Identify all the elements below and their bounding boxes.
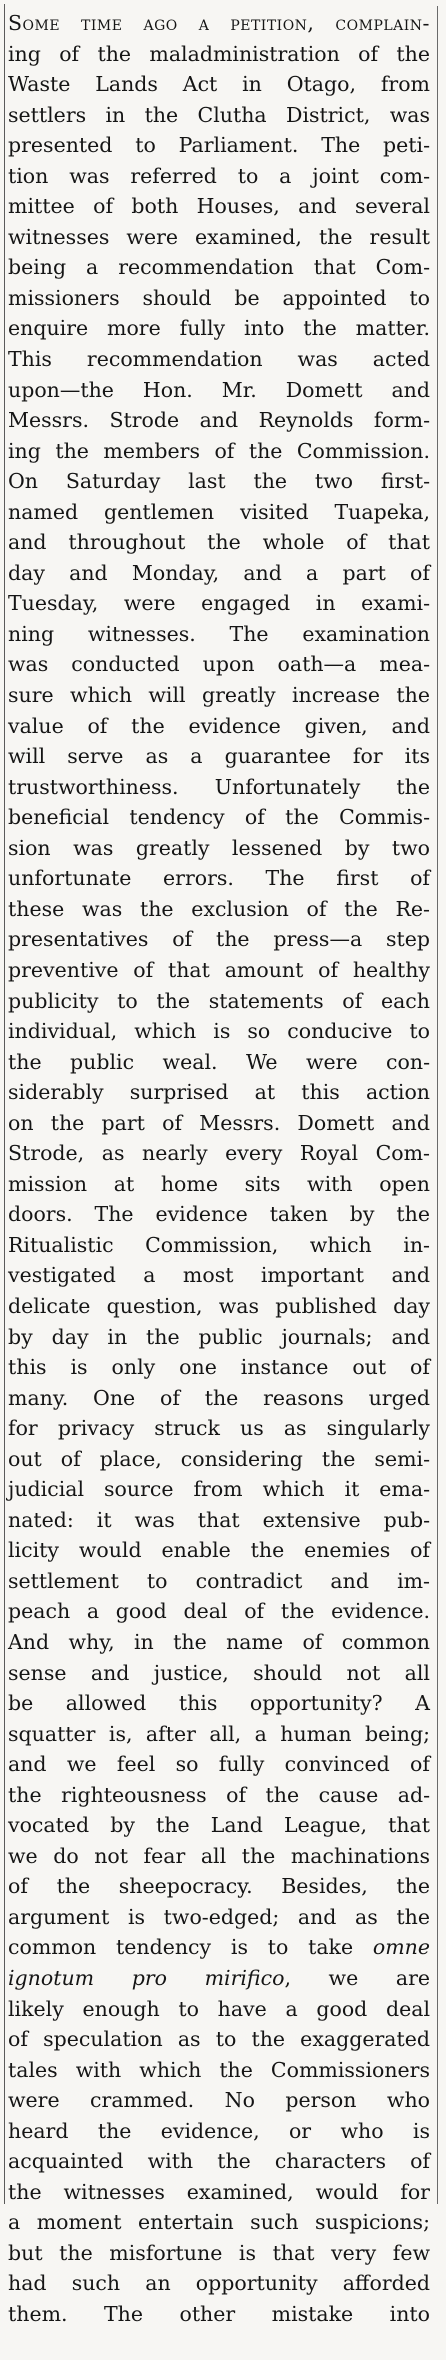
article-line: argument is two-edged; and as the	[8, 1904, 430, 1929]
article-line: acquainted with the characters of	[8, 2149, 430, 2174]
article-line: delicate question, was published day	[8, 1293, 430, 1318]
article-line: mission at home sits with open	[8, 1171, 430, 1196]
article-line: these was the exclusion of the Re-	[8, 896, 430, 921]
article-line: sion was greatly lessened by two	[8, 835, 430, 860]
article-line: settlers in the Clutha District, was	[8, 102, 430, 127]
article-line: sure which will greatly increase the	[8, 683, 430, 708]
article-line: named gentlemen visited Tuapeka,	[8, 499, 430, 524]
article-line: tales with which the Commissioners	[8, 2057, 430, 2082]
article-line: we do not fear all the machinations	[8, 1843, 430, 1868]
article-line: licity would enable the enemies of	[8, 1538, 430, 1563]
article-line: be allowed this opportunity? A	[8, 1691, 430, 1716]
article-line: mittee of both Houses, and several	[8, 194, 430, 219]
latin-phrase: ignotum pro mirifico	[8, 1966, 285, 1990]
article-line: and throughout the whole of that	[8, 530, 430, 555]
article-line: out of place, considering the semi-	[8, 1446, 430, 1471]
article-line: common tendency is to take omne	[8, 1935, 430, 1960]
article-line: peach a good deal of the evidence.	[8, 1599, 430, 1624]
article-line	[8, 2330, 430, 2360]
article-line: and we feel so fully convinced of	[8, 1752, 430, 1777]
column-rule-left	[4, 4, 5, 2204]
article-line: publicity to the statements of each	[8, 988, 430, 1013]
article-line: presentatives of the press—a step	[8, 927, 430, 952]
article-line: This recommendation was acted	[8, 347, 430, 372]
column-rule-right	[437, 6, 438, 2204]
article-line: was conducted upon oath—a mea-	[8, 652, 430, 677]
article-line: beneficial tendency of the Commis-	[8, 805, 430, 830]
article-line: settlement to contradict and im-	[8, 1568, 430, 1593]
article-line: witnesses were examined, the result	[8, 224, 430, 249]
article-line: a moment entertain such suspicions;	[8, 2210, 430, 2235]
article-line	[8, 8, 430, 39]
article-line: the witnesses examined, would for	[8, 2179, 430, 2204]
latin-phrase: omne	[372, 1935, 430, 1960]
article-line: day and Monday, and a part of	[8, 560, 430, 585]
article-line: being a recommendation that Com-	[8, 255, 430, 280]
article-line: vocated by the Land League, that	[8, 1813, 430, 1838]
article-line: heard the evidence, or who is	[8, 2118, 430, 2143]
article-line: this is only one instance out of	[8, 1355, 430, 1380]
article-line: judicial source from which it ema-	[8, 1477, 430, 1502]
article-line: will serve as a guarantee for its	[8, 744, 430, 769]
article-line: Tuesday, were engaged in exami-	[8, 591, 430, 616]
article-line: siderably surprised at this action	[8, 1080, 430, 1105]
article-line: doors. The evidence taken by the	[8, 1202, 430, 1227]
article-line: of speculation as to the exaggerated	[8, 2027, 430, 2052]
article-line: ning witnesses. The examination	[8, 621, 430, 646]
article-body	[8, 8, 430, 2360]
article-line: them. The other mistake into	[8, 2302, 430, 2327]
article-line: ing of the maladministration of the	[8, 41, 430, 66]
article-line: for privacy struck us as singularly	[8, 1416, 430, 1441]
article-line: Ritualistic Commission, which in-	[8, 1232, 430, 1257]
article-line: Messrs. Strode and Reynolds form-	[8, 408, 430, 433]
article-line: presented to Parliament. The peti-	[8, 133, 430, 158]
article-line: Strode, as nearly every Royal Com-	[8, 1141, 430, 1166]
article-line: likely enough to have a good deal	[8, 1996, 430, 2021]
article-line: of the sheepocracy. Besides, the	[8, 1874, 430, 1899]
article-line: Waste Lands Act in Otago, from	[8, 72, 430, 97]
article-line-text: Some time ago a petition, complain-	[8, 11, 430, 35]
article-line: ignotum pro mirifico, we are	[8, 1966, 430, 1990]
article-line: trustworthiness. Unfortunately the	[8, 774, 430, 799]
article-line: by day in the public journals; and	[8, 1324, 430, 1349]
article-line: sense and justice, should not all	[8, 1660, 430, 1685]
article-line: vestigated a most important and	[8, 1263, 430, 1288]
article-line: preventive of that amount of healthy	[8, 957, 430, 982]
article-line: were crammed. No person who	[8, 2088, 430, 2113]
article-line: missioners should be appointed to	[8, 285, 430, 310]
article-line: individual, which is so conducive to	[8, 1019, 430, 1044]
article-line: tion was referred to a joint com-	[8, 163, 430, 188]
article-line: many. One of the reasons urged	[8, 1385, 430, 1410]
article-line: but the misfortune is that very few	[8, 2240, 430, 2265]
article-line: squatter is, after all, a human being;	[8, 1721, 430, 1746]
article-line: the public weal. We were con-	[8, 1049, 430, 1074]
article-line: And why, in the name of common	[8, 1629, 430, 1654]
article-line: unfortunate errors. The first of	[8, 866, 430, 891]
article-line: enquire more fully into the matter.	[8, 316, 430, 341]
article-line: the righteousness of the cause ad-	[8, 1782, 430, 1807]
article-line: ing the members of the Commission.	[8, 438, 430, 463]
article-line: on the part of Messrs. Domett and	[8, 1110, 430, 1135]
article-line: upon—the Hon. Mr. Domett and	[8, 377, 430, 402]
article-line: had such an opportunity afforded	[8, 2271, 430, 2296]
article-line: value of the evidence given, and	[8, 713, 430, 738]
article-line: nated: it was that extensive pub-	[8, 1507, 430, 1532]
article-line: On Saturday last the two first-	[8, 469, 430, 494]
